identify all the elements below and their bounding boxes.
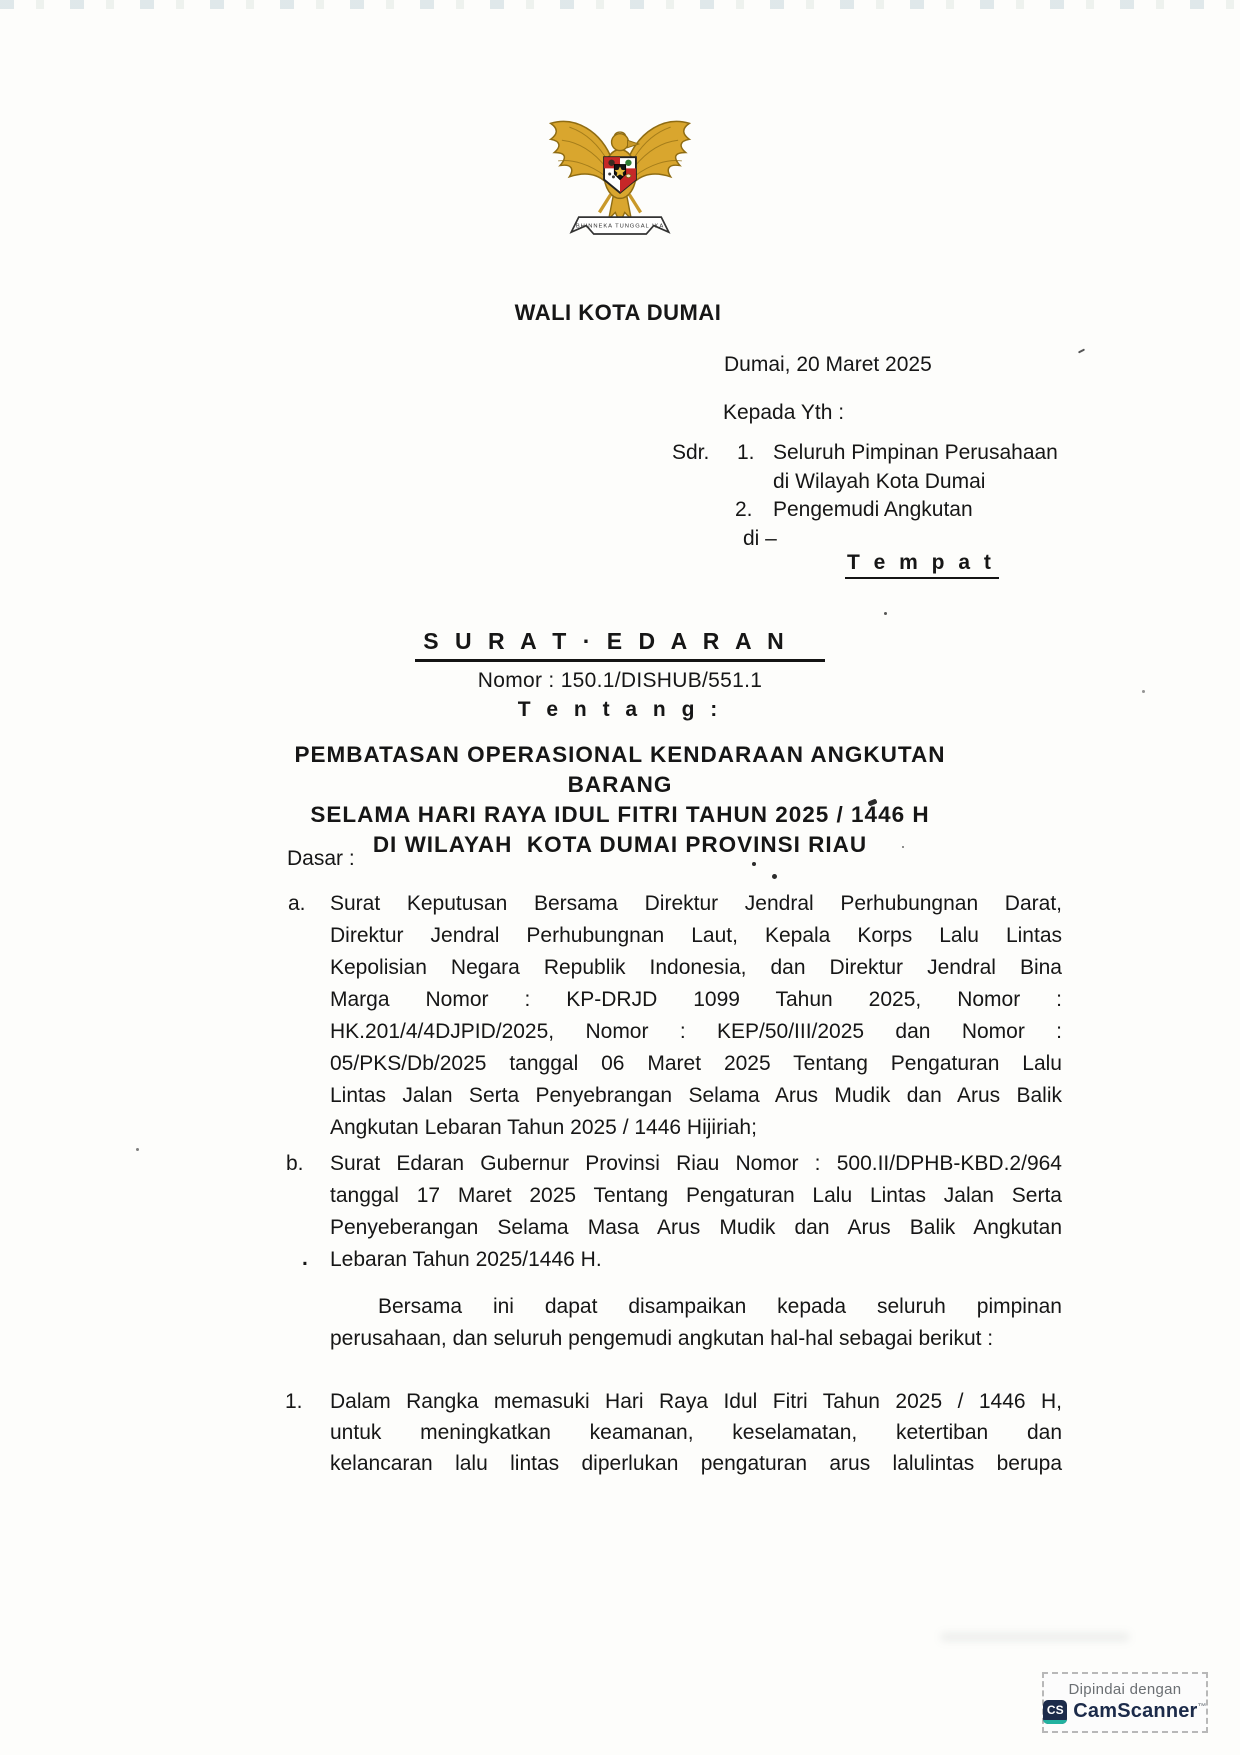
dasar-b-line: Surat Edaran Gubernur Provinsi Riau Nomor : 500.II/DPHB-KBD.2/964 [330,1152,1062,1175]
camscanner-name-text: CamScanner [1073,1700,1198,1722]
point-1-line: untuk meningkatkan keamanan, keselamatan, ketertiban dan [330,1421,1062,1444]
recipient-di: di – [743,527,777,550]
list-marker-b: b. [286,1152,304,1175]
subject-title-line2: SELAMA HARI RAYA IDUL FITRI TAHUN 2025 / 1446 H [310,802,930,827]
recipient-sdr: Sdr. [672,441,710,464]
recipient-tempat: T e m p a t [845,551,999,579]
dasar-a-line: 05/PKS/Db/2025 tanggal 06 Maret 2025 Tentang Pengaturan Lalu [330,1052,1062,1075]
recipient-item2-number: 2. [735,498,753,521]
scan-speck [136,1148,139,1151]
doc-type-title: S U R A T · E D A R A N [415,628,824,662]
about-label: T e n t a n g : [517,698,723,721]
dasar-a-line: Direktur Jendral Perhubungnan Laut, Kepala Korps Lalu Lintas [330,924,1062,947]
intro-line2: perusahaan, dan seluruh pengemudi angkutan hal-hal sebagai berikut : [330,1327,994,1350]
dasar-b-line: Penyeberangan Selama Masa Arus Mudik dan Arus Balik Angkutan [330,1216,1062,1239]
camscanner-teal-strip [1043,1720,1067,1724]
point-1-line: Dalam Rangka memasuki Hari Raya Idul Fitri Tahun 2025 / 1446 H, [330,1390,1062,1413]
camscanner-cs-letters: CS [1046,1702,1064,1717]
scan-speck [884,612,887,615]
scanned-with-label: Dipindai dengan [1068,1680,1182,1698]
point-1-line: kelancaran lalu lintas diperlukan pengaturan arus lalulintas berupa [330,1452,1062,1475]
dasar-label: Dasar : [287,847,355,870]
camscanner-tm: ™ [1197,1701,1207,1712]
dasar-item-a [330,888,1062,1144]
intro-paragraph [330,1291,1062,1355]
intro-line1: Bersama ini dapat disampaikan kepada seluruh pimpinan [378,1295,1062,1318]
scan-speck [772,874,777,879]
camscanner-cs-icon [1043,1700,1067,1724]
scan-speck [1142,690,1145,693]
scan-smudge [940,1632,1130,1642]
salutation: Kepada Yth : [723,401,845,424]
subject-title-line3: DI WILAYAH KOTA DUMAI PROVINSI RIAU [372,832,868,857]
dasar-item-b [330,1148,1062,1276]
dasar-a-line: HK.201/4/4DJPID/2025, Nomor : KEP/50/III/2025 dan Nomor : [330,1020,1062,1043]
recipient-item2: Pengemudi Angkutan [773,498,973,521]
dasar-a-line: Kepolisian Negara Republik Indonesia, dan Direktur Jendral Bina [330,956,1062,979]
subject-title [240,740,1000,860]
stray-period: . [302,1247,308,1270]
dasar-a-line: Marga Nomor : KP-DRJD 1099 Tahun 2025, Nomor : [330,988,1062,1011]
garuda-pancasila-emblem-icon [545,98,695,250]
recipient-item1-number: 1. [737,441,755,464]
list-marker-1: 1. [285,1390,303,1413]
doc-heading [380,628,860,722]
svg-text:BHINNEKA TUNGGAL IKA: BHINNEKA TUNGGAL IKA [575,223,665,230]
place-date: Dumai, 20 Maret 2025 [724,353,932,376]
dasar-a-line: Angkutan Lebaran Tahun 2025 / 1446 Hijiriah; [330,1116,757,1139]
letterhead-title: WALI KOTA DUMAI [514,300,722,325]
dasar-b-line: tanggal 17 Maret 2025 Tentang Pengaturan Lalu Lintas Jalan Serta [330,1184,1062,1207]
garuda-svg [545,98,695,250]
dasar-b-line: Lebaran Tahun 2025/1446 H. [330,1248,602,1271]
camscanner-logo-row [1043,1700,1206,1724]
list-marker-a: a. [288,892,306,915]
camscanner-watermark [1042,1672,1208,1733]
subject-title-line1: PEMBATASAN OPERASIONAL KENDARAAN ANGKUTAN BARANG [294,742,946,797]
scan-edge-artifact [0,0,1240,9]
recipient-item1-line2: di Wilayah Kota Dumai [773,470,986,493]
camscanner-name [1073,1700,1206,1723]
scan-speck [752,862,756,866]
point-1 [330,1386,1062,1479]
recipient-item1-line1: Seluruh Pimpinan Perusahaan [773,441,1058,464]
doc-number: Nomor : 150.1/DISHUB/551.1 [477,669,763,692]
dasar-a-line: Lintas Jalan Serta Penyebrangan Selama Arus Mudik dan Arus Balik [330,1084,1062,1107]
dasar-a-line: Surat Keputusan Bersama Direktur Jendral Perhubungnan Darat, [330,892,1062,915]
scan-speck [1078,348,1085,353]
